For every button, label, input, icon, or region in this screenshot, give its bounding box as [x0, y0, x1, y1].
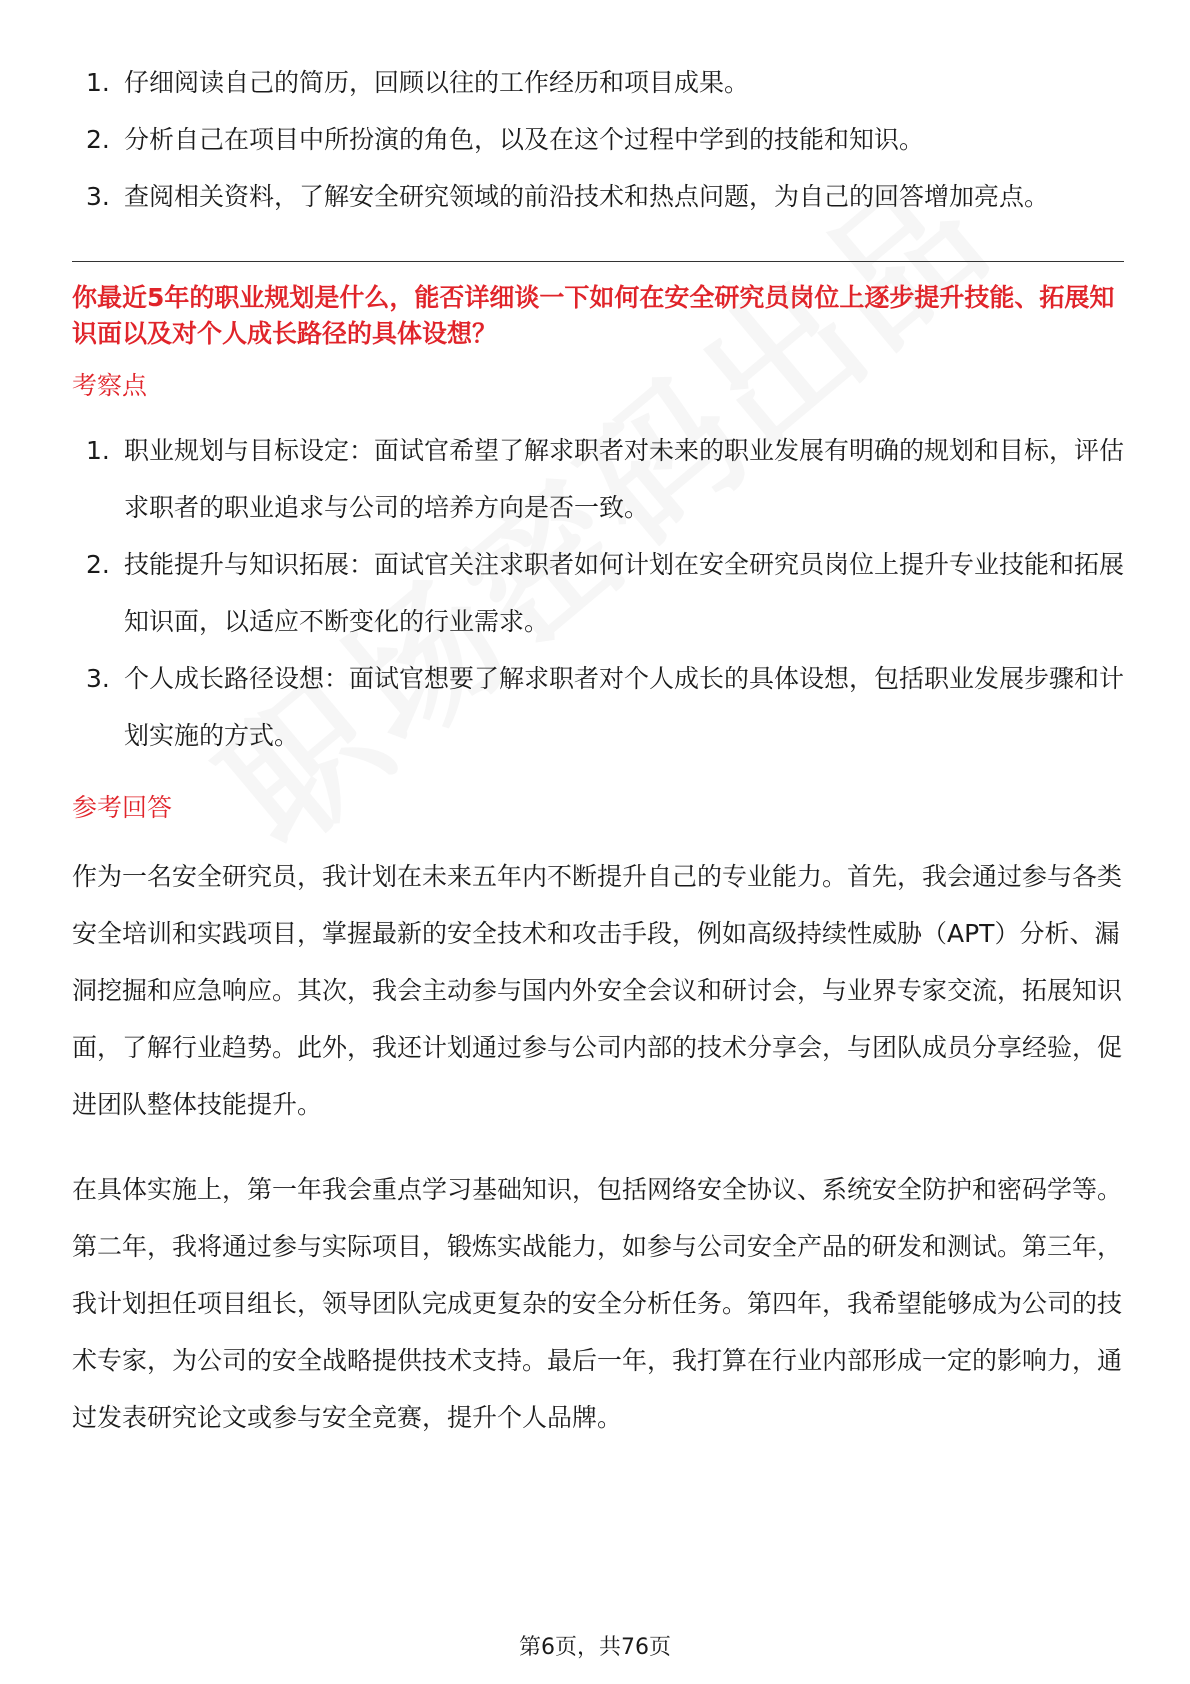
list-text: 仔细阅读自己的简历，回顾以往的工作经历和项目成果。 [124, 68, 750, 97]
list-number: 2. [86, 550, 110, 579]
considerations-list [72, 422, 1124, 764]
list-text: 职业规划与目标设定：面试官希望了解求职者对未来的职业发展有明确的规划和目标，评估求职者的职业追求与公司的培养方向是否一致。 [124, 436, 1125, 522]
list-number: 1. [86, 436, 110, 465]
list-text: 查阅相关资料，了解安全研究领域的前沿技术和热点问题，为自己的回答增加亮点。 [124, 182, 1050, 211]
answer-paragraph: 在具体实施上，第一年我会重点学习基础知识，包括网络安全协议、系统安全防护和密码学等。第二年，我将通过参与实际项目，锻炼实战能力，如参与公司安全产品的研发和测试。第三年，我计划担任项目组长，领导团队完成更复杂的安全分析任务。第四年，我希望能够成为公司的技术专家，为公司的安全战略提供技术支持。最后一年，我打算在行业内部形成一定的影响力，通过发表研究论文或参与安全竞赛，提升个人品牌。 [72, 1175, 1123, 1432]
list-number: 1. [86, 68, 110, 97]
list-item [72, 111, 1124, 168]
list-text: 个人成长路径设想：面试官想要了解求职者对个人成长的具体设想，包括职业发展步骤和计划实施的方式。 [124, 664, 1125, 750]
answer-title: 参考回答 [72, 793, 173, 822]
list-number: 3. [86, 664, 110, 693]
page-footer: 第6页，共76页 [519, 1635, 671, 1660]
list-number: 3. [86, 182, 110, 211]
considerations-title: 考察点 [72, 371, 148, 400]
question-heading: 你最近5年的职业规划是什么，能否详细谈一下如何在安全研究员岗位上逐步提升技能、拓展知识面以及对个人成长路径的具体设想？ [72, 283, 1115, 348]
list-item [72, 536, 1124, 650]
list-text: 分析自己在项目中所扮演的角色，以及在这个过程中学到的技能和知识。 [124, 125, 925, 154]
section-divider [72, 261, 1124, 262]
list-item [72, 422, 1124, 536]
list-number: 2. [86, 125, 110, 154]
list-item [72, 54, 1124, 111]
list-item [72, 168, 1124, 225]
top-list [72, 54, 1124, 225]
list-text: 技能提升与知识拓展：面试官关注求职者如何计划在安全研究员岗位上提升专业技能和拓展知识面，以适应不断变化的行业需求。 [124, 550, 1125, 636]
answer-paragraph: 作为一名安全研究员，我计划在未来五年内不断提升自己的专业能力。首先，我会通过参与各类安全培训和实践项目，掌握最新的安全技术和攻击手段，例如高级持续性威胁（APT）分析、漏洞挖掘和应急响应。其次，我会主动参与国内外安全会议和研讨会，与业界专家交流，拓展知识面，了解行业趋势。此外，我还计划通过参与公司内部的技术分享会，与团队成员分享经验，促进团队整体技能提升。 [72, 862, 1123, 1119]
document-body [72, 54, 1124, 1446]
list-item [72, 650, 1124, 764]
